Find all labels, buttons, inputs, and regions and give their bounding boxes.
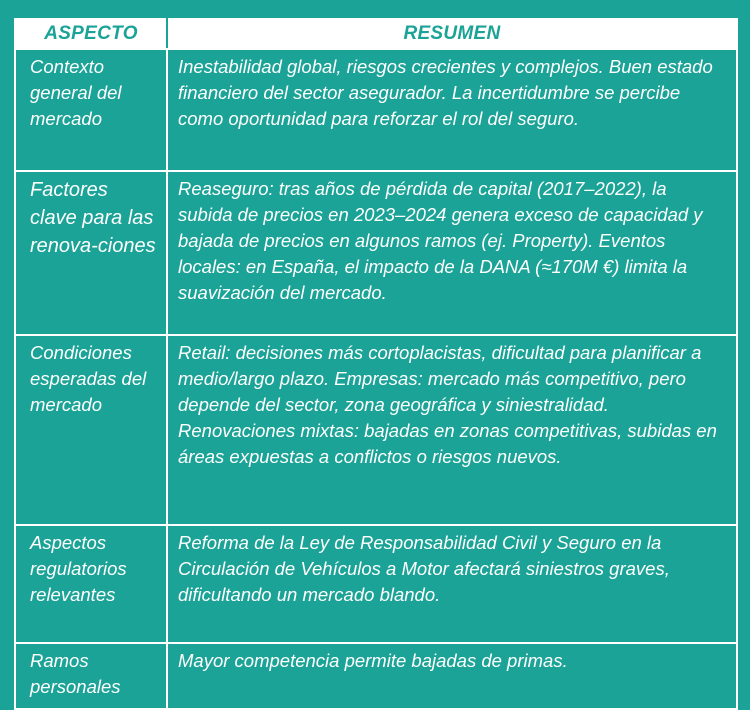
- aspect-cell: Ramos personales: [15, 643, 167, 709]
- aspect-cell: Aspectos regulatorios relevantes: [15, 525, 167, 643]
- summary-cell: Inestabilidad global, riesgos crecientes y complejos. Buen estado financiero del sector asegurador. La incertidumbre se percibe como oportunidad para reforzar el rol del seguro.: [167, 49, 737, 171]
- summary-table: [14, 18, 738, 710]
- table-row: [15, 171, 737, 335]
- aspect-cell: Condiciones esperadas del mercado: [15, 335, 167, 525]
- table-row: [15, 643, 737, 709]
- summary-cell: Mayor competencia permite bajadas de primas.: [167, 643, 737, 709]
- summary-cell: Reaseguro: tras años de pérdida de capital (2017–2022), la subida de precios en 2023–2024 genera exceso de capacidad y bajada de precios en algunos ramos (ej. Property). Eventos locales: en España, el impacto de la DANA (≈170M €) limita la suavización del mercado.: [167, 171, 737, 335]
- summary-cell: Retail: decisiones más cortoplacistas, dificultad para planificar a medio/largo plazo. Empresas: mercado más competitivo, pero depende del sector, zona geográfica y siniestralidad. Renovaciones mixtas: bajadas en zonas competitivas, subidas en áreas expuestas a conflictos o riesgos nuevos.: [167, 335, 737, 525]
- table-row: [15, 335, 737, 525]
- table-row: [15, 525, 737, 643]
- table-header-row: [15, 19, 737, 49]
- header-resumen: RESUMEN: [167, 19, 737, 49]
- summary-cell: Reforma de la Ley de Responsabilidad Civil y Seguro en la Circulación de Vehículos a Motor afectará siniestros graves, dificultando un mercado blando.: [167, 525, 737, 643]
- aspect-cell: Contexto general del mercado: [15, 49, 167, 171]
- aspect-cell: Factores clave para las renova-ciones: [15, 171, 167, 335]
- header-aspecto: ASPECTO: [15, 19, 167, 49]
- table-row: [15, 49, 737, 171]
